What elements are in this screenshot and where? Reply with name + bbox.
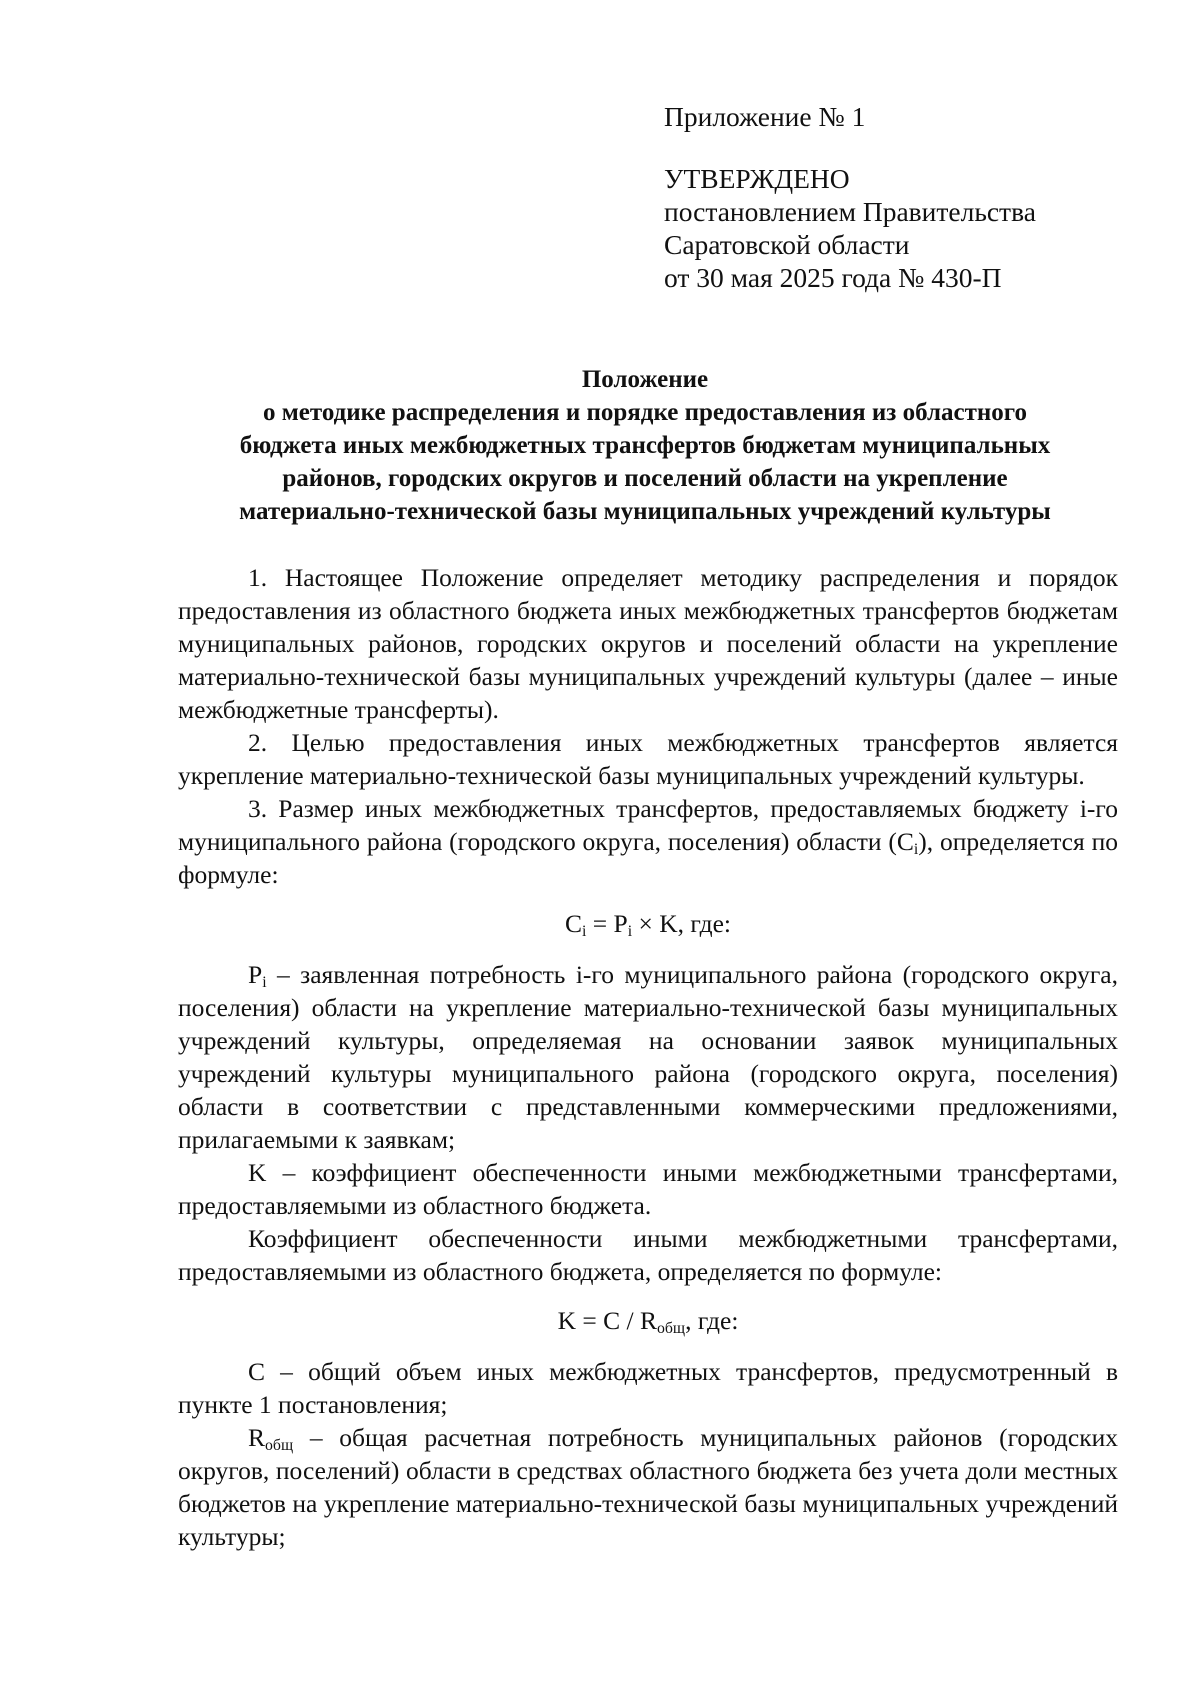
title-line-1: Положение — [581, 366, 709, 393]
document-title — [170, 363, 1120, 528]
paragraph-3-subscript: i — [913, 841, 919, 858]
definition-pi-symbol: P — [248, 960, 263, 989]
paragraph-3-tail: ), определяется по формуле: — [178, 827, 1118, 889]
formula-k-main: K = C / R — [557, 1306, 657, 1335]
title-line-3: бюджета иных межбюджетных трансфертов бюджетам муниципальных — [239, 432, 1051, 459]
document-body — [178, 561, 1118, 1553]
formula-ci-subscript: i — [582, 923, 587, 940]
definition-pi-subscript: i — [262, 974, 267, 991]
formula-k — [178, 1304, 1118, 1337]
title-line-2: о методике распределения и порядке предоставления из областного — [263, 399, 1027, 426]
appendix-label: Приложение № 1 — [664, 101, 866, 132]
approved-stamp-text: УТВЕРЖДЕНО — [664, 163, 850, 194]
formula-ci — [178, 907, 1118, 940]
approval-line-2: Саратовской области — [664, 229, 910, 260]
definition-pi — [178, 958, 1118, 1156]
title-line-5: материально-технической базы муниципальных учреждений культуры — [239, 498, 1051, 525]
paragraph-3 — [178, 792, 1118, 891]
definition-c: C – общий объем иных межбюджетных трансфертов, предусмотренный в пункте 1 постановления; — [178, 1357, 1118, 1419]
formula-ci-rest: × K, где: — [632, 909, 731, 938]
definition-r-subscript: общ — [265, 1437, 294, 1454]
definition-pi-text: – заявленная потребность i-го муниципального района (городского округа, поселения) области на укрепление материально-технической базы муниципальных учреждений культуры, определяемая на основании заявок муниципальных учреждений культуры муниципального района (городского округа, поселения) области в соответствии с представленными коммерческими предложениями, прилагаемыми к заявкам; — [178, 960, 1118, 1154]
formula-ci-symbol: C — [565, 909, 583, 938]
formula-k-rest: , где: — [685, 1306, 739, 1335]
paragraph-coefficient: Коэффициент обеспеченности иными межбюджетными трансфертами, предоставляемыми из областного бюджета, определяется по формуле: — [178, 1224, 1118, 1286]
approval-line-3: от 30 мая 2025 года № 430-П — [664, 262, 1002, 293]
title-line-4: районов, городских округов и поселений области на укрепление — [282, 465, 1008, 492]
definition-k: K – коэффициент обеспеченности иными межбюджетными трансфертами, предоставляемыми из областного бюджета. — [178, 1158, 1118, 1220]
definition-r-text: – общая расчетная потребность муниципальных районов (городских округов, поселений) области в средствах областного бюджета без учета доли местных бюджетов на укрепление материально-технической базы муниципальных учреждений культуры; — [178, 1423, 1118, 1551]
formula-ci-equals: = P — [586, 909, 628, 938]
formula-pi-subscript: i — [627, 923, 633, 940]
paragraph-3-text: 3. Размер иных межбюджетных трансфертов, предоставляемых бюджету i-го муниципального района (городского округа, поселения) области (C — [178, 794, 1118, 856]
definition-r-symbol: R — [248, 1423, 266, 1452]
formula-k-subscript: общ — [656, 1320, 686, 1337]
paragraph-2: 2. Целью предоставления иных межбюджетных трансфертов является укрепление материально-технической базы муниципальных учреждений культуры. — [178, 728, 1118, 790]
approval-block — [664, 100, 1144, 294]
paragraph-1: 1. Настоящее Положение определяет методику распределения и порядок предоставления из областного бюджета иных межбюджетных трансфертов бюджетам муниципальных районов, городских округов и поселений области на укрепление материально-технической базы муниципальных учреждений культуры (далее – иные межбюджетные трансферты). — [178, 563, 1118, 724]
approval-line-1: постановлением Правительства — [664, 196, 1036, 227]
definition-r — [178, 1421, 1118, 1553]
